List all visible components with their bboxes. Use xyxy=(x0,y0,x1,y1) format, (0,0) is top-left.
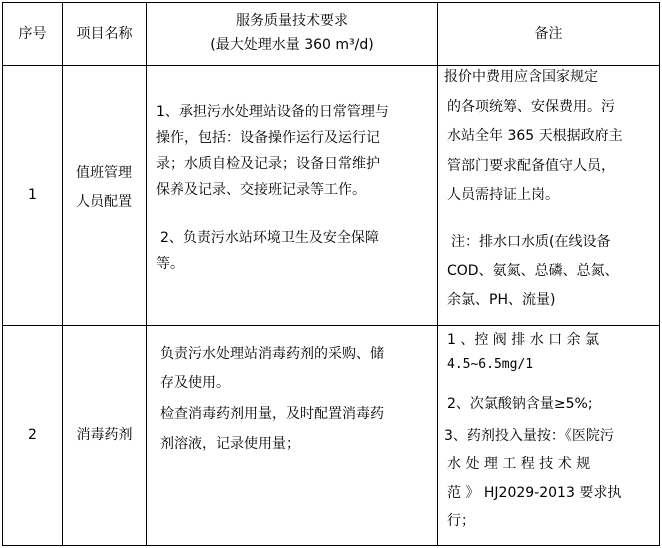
row2-req-line: 存及使用。 xyxy=(160,375,230,391)
table-border-right xyxy=(659,2,660,546)
row1-req-line: 操作，包括：设备操作运行及运行记 xyxy=(156,130,380,146)
row2-req-line: 检查消毒药剂用量，及时配置消毒药 xyxy=(160,406,384,422)
row2-req-line: 负责污水处理站消毒药剂的采购、储 xyxy=(160,346,384,362)
row2-requirements xyxy=(147,326,437,545)
row2-remark-line: 行； xyxy=(447,513,475,529)
row2-item: 消毒药剂 xyxy=(76,427,133,443)
row1-req-line: 录；水质自检及记录；设备日常维护 xyxy=(156,156,380,172)
header-remark: 备注 xyxy=(534,25,563,42)
row1-req-line: 等。 xyxy=(156,256,184,272)
row1-no: 1 xyxy=(28,187,37,203)
row2-remark-line: 2、次氯酸钠含量≥5%; xyxy=(447,396,593,412)
table-border-bottom xyxy=(2,545,660,546)
row1-remark-line: 水站全年 365 天根据政府主 xyxy=(447,128,623,144)
row2-remark-line: 1 、控 阀 排 水 口 余 氯 xyxy=(447,332,600,348)
row2-no: 2 xyxy=(28,427,37,443)
row2-remark-line: 4.5~6.5mg/1 xyxy=(447,357,534,372)
row2-req-line: 剂溶液，记录使用量； xyxy=(160,436,300,452)
header-item: 项目名称 xyxy=(76,25,133,42)
row1-remark-line: 人员需持证上岗。 xyxy=(447,187,559,203)
header-no: 序号 xyxy=(18,25,47,42)
row2-remark xyxy=(438,326,659,545)
row1-remark-line: 的各项统筹、安保费用。污 xyxy=(447,99,615,115)
header-requirements xyxy=(147,3,437,65)
row2-remark-line: 水 处 理 工 程 技 术 规 xyxy=(447,456,591,472)
row1-req-line: 保养及记录、交接班记录等工作。 xyxy=(156,182,366,198)
row1-remark-line: 报价中费用应含国家规定 xyxy=(444,69,598,85)
row1-remark-line: COD、氨氮、总磷、总氮、 xyxy=(447,263,619,279)
header-req-subtitle: (最大处理水量 360 m³/d) xyxy=(210,37,374,53)
row2-remark-line: 范 》 HJ2029-2013 要求执 xyxy=(447,485,622,501)
row1-req-line: 1、承担污水处理站设备的日常管理与 xyxy=(156,104,389,120)
row1-remark-line: 余氯、PH、流量) xyxy=(447,292,556,308)
row1-item-line: 人员配置 xyxy=(76,194,132,210)
row1-remark-line: 注：排水口水质(在线设备 xyxy=(451,234,611,250)
row1-remark xyxy=(438,66,659,325)
row1-req-line: 2、负责污水站环境卫生及安全保障 xyxy=(160,230,379,246)
row1-requirements xyxy=(147,66,437,325)
row1-item-line: 值班管理 xyxy=(76,165,132,181)
header-req-title: 服务质量技术要求 xyxy=(236,13,348,29)
row1-item xyxy=(63,66,146,325)
row2-remark-line: 3、药剂投入量按：《医院污 xyxy=(444,428,614,444)
row1-remark-line: 管部门要求配备值守人员， xyxy=(447,158,615,174)
